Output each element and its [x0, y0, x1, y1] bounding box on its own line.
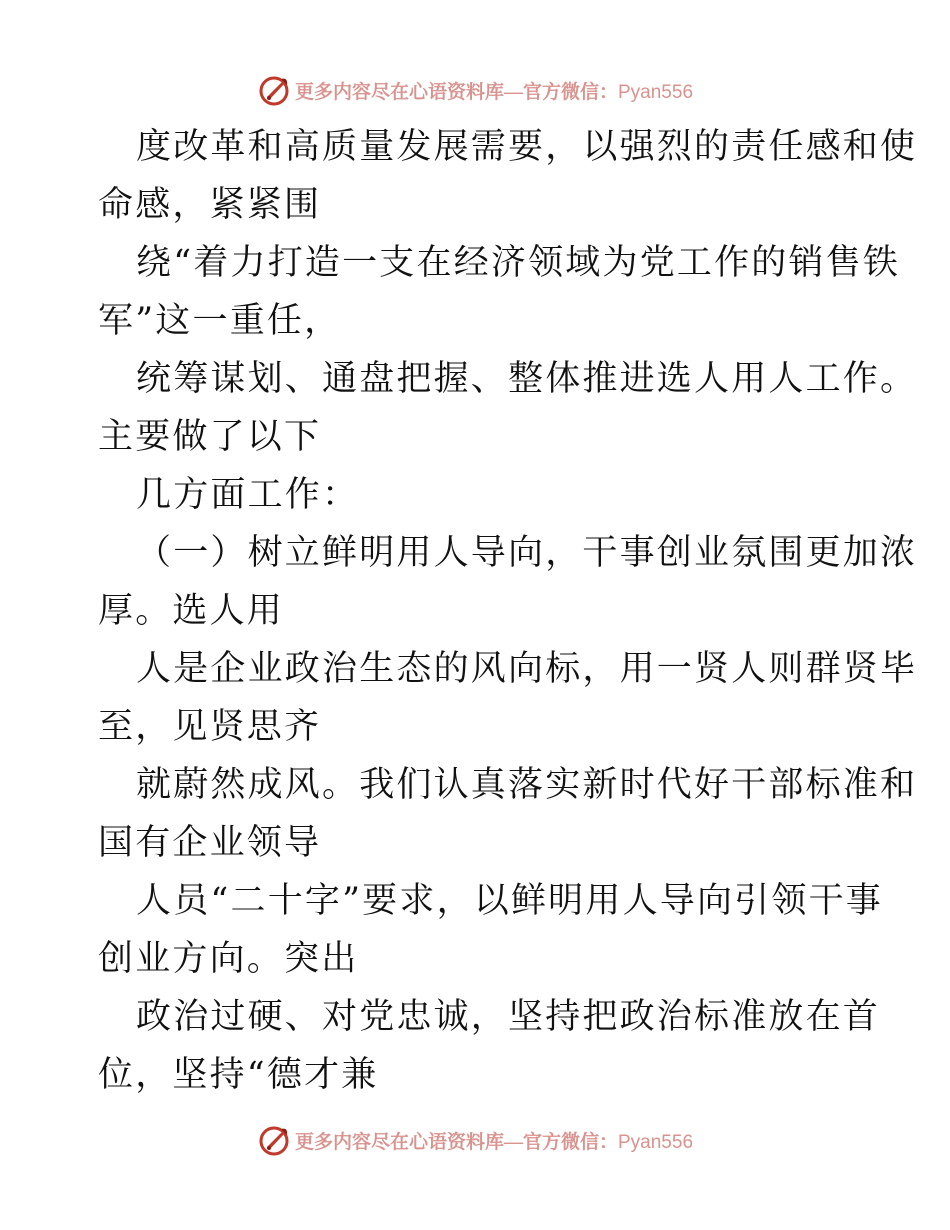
header-banner-text — [295, 77, 693, 104]
footer-banner-wechat-id: Pyan556 — [618, 1131, 694, 1153]
text-line: 军”这一重任， — [98, 301, 342, 341]
text-line: 就蔚然成风。我们认真落实新时代好干部标准和 — [136, 765, 918, 805]
header-banner-wechat-label: 官方微信： — [522, 81, 618, 103]
header-banner-title: 更多内容尽在心语资料库 — [294, 81, 504, 103]
text-line: 人是企业政治生态的风向标，用一贤人则群贤毕 — [136, 649, 918, 689]
text-line: 几方面工作： — [136, 475, 360, 515]
footer-banner-dash: — — [503, 1131, 523, 1153]
text-line: 国有企业领导 — [98, 823, 322, 863]
header-banner-wechat-id: Pyan556 — [618, 81, 694, 103]
footer-banner-wechat-label: 官方微信： — [522, 1131, 618, 1153]
document-body — [98, 118, 918, 1104]
text-line: 绕“着力打造一支在经济领域为党工作的销售铁 — [136, 243, 901, 283]
text-line: 命感，紧紧围 — [98, 185, 322, 225]
text-line: 主要做了以下 — [98, 417, 322, 457]
quill-pen-logo-icon — [257, 73, 291, 107]
header-banner — [0, 70, 950, 110]
text-line: 至，见贤思齐 — [98, 707, 322, 747]
text-line: （一）树立鲜明用人导向，干事创业氛围更加浓 — [136, 533, 918, 573]
quill-pen-logo-icon — [257, 1123, 291, 1157]
text-line: 统筹谋划、通盘把握、整体推进选人用人工作。 — [136, 359, 918, 399]
footer-banner-title: 更多内容尽在心语资料库 — [294, 1131, 504, 1153]
text-line: 位，坚持“德才兼 — [98, 1055, 379, 1095]
text-line: 厚。选人用 — [98, 591, 285, 631]
header-banner-dash: — — [503, 81, 523, 103]
footer-banner-text — [295, 1127, 693, 1154]
text-line: 政治过硬、对党忠诚，坚持把政治标准放在首 — [136, 997, 881, 1037]
footer-banner — [0, 1120, 950, 1160]
text-line: 度改革和高质量发展需要，以强烈的责任感和使 — [136, 127, 918, 167]
text-line: 创业方向。突出 — [98, 939, 359, 979]
text-line: 人员“二十字”要求，以鲜明用人导向引领干事 — [136, 881, 883, 921]
